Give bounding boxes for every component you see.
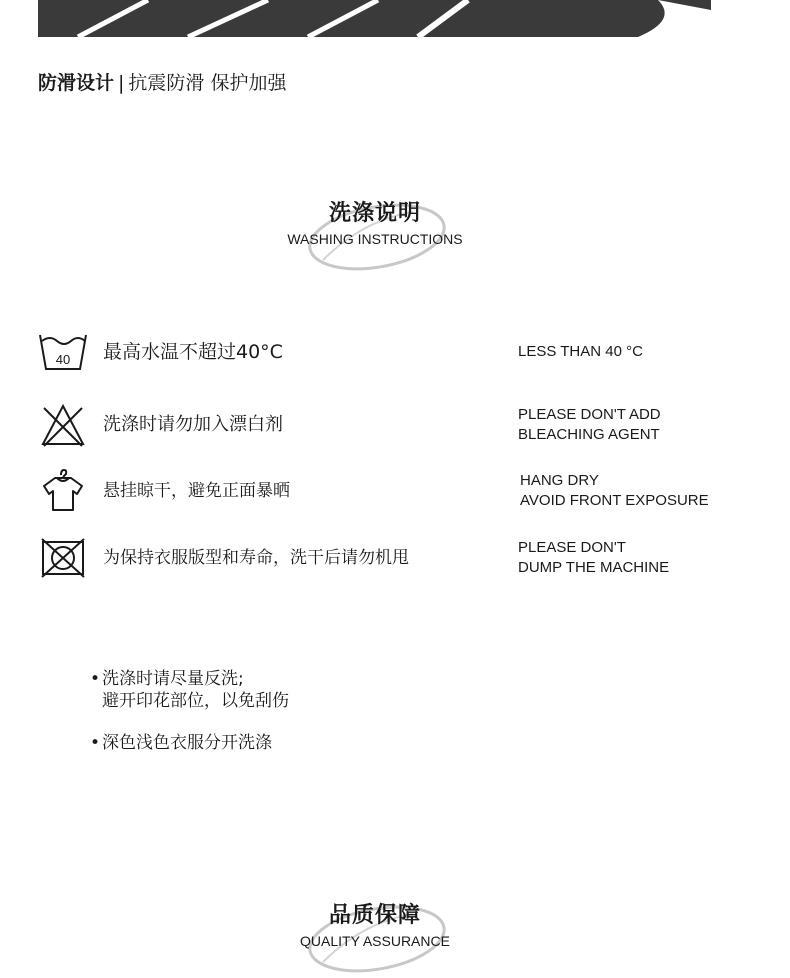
washing-title-en: WASHING INSTRUCTIONS	[287, 231, 463, 247]
instruction-row	[38, 466, 738, 516]
care-note: • 洗涤时请尽量反洗; 避开印花部位，以免刮伤	[90, 668, 289, 712]
instruction-row	[38, 400, 738, 450]
feature-title: 防滑设计	[38, 72, 115, 94]
instruction-row	[38, 533, 738, 583]
hang-dry-icon	[38, 466, 88, 516]
feature-description: 抗震防滑 保护加强	[128, 72, 287, 94]
washing-section-header	[0, 200, 750, 248]
no-tumble-dry-icon	[38, 533, 88, 583]
wash-temp-label: 40	[55, 352, 71, 367]
wash-40-icon	[38, 327, 88, 377]
quality-title-zh: 品质保障	[328, 903, 421, 928]
instruction-en: PLEASE DON'T ADD BLEACHING AGENT	[518, 406, 661, 443]
feature-separator: |	[118, 72, 125, 94]
instruction-en: HANG DRY AVOID FRONT EXPOSURE	[520, 472, 709, 509]
instruction-zh: 为保持衣服版型和寿命，洗干后请勿机甩	[103, 548, 409, 568]
washing-title-zh: 洗涤说明	[328, 201, 421, 226]
instruction-zh: 洗涤时请勿加入漂白剂	[103, 414, 283, 435]
banner-stripes	[38, 0, 711, 37]
instruction-en: LESS THAN 40 °C	[518, 343, 643, 360]
quality-title-en: QUALITY ASSURANCE	[300, 933, 450, 949]
instruction-row	[38, 327, 738, 377]
care-notes	[90, 668, 289, 754]
care-note: • 深色浅色衣服分开洗涤	[90, 732, 289, 754]
feature-line	[38, 70, 286, 96]
instruction-zh: 最高水温不超过40°C	[103, 341, 283, 363]
product-banner-image	[38, 0, 711, 37]
instruction-en: PLEASE DON'T DUMP THE MACHINE	[518, 539, 670, 576]
quality-section-header	[0, 902, 750, 950]
instruction-zh: 悬挂晾干，避免正面暴晒	[103, 481, 290, 501]
no-bleach-icon	[38, 400, 88, 450]
